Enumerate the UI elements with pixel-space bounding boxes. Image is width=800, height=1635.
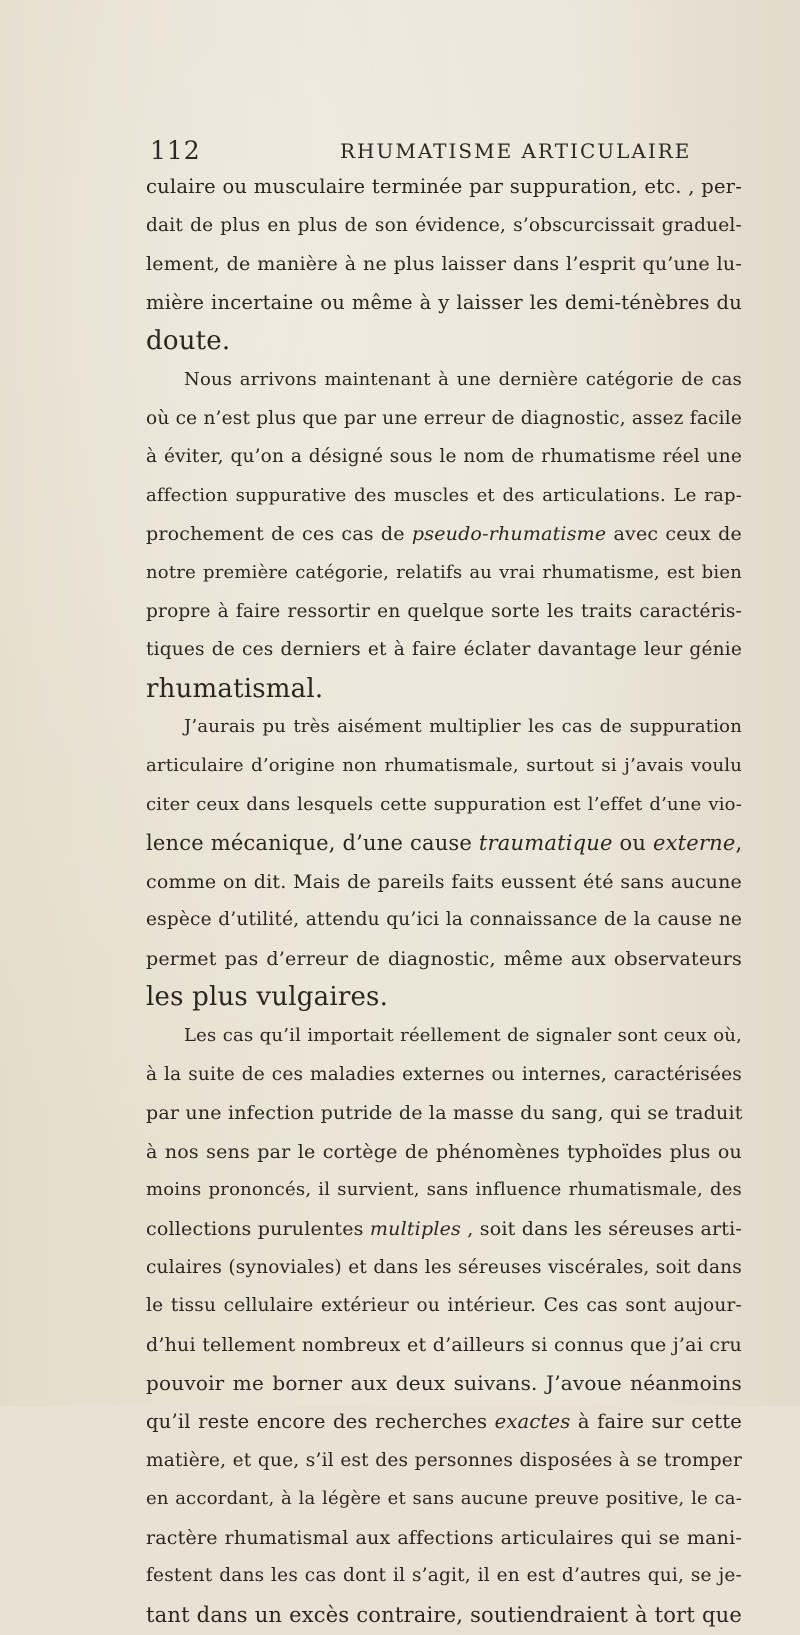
page-number: 112	[150, 136, 201, 165]
text-line-mixed	[146, 515, 742, 554]
italic-term: multiples	[369, 1218, 461, 1241]
text-line: notre première catégorie, relatifs au vrai rhumatisme, est bien	[146, 561, 742, 583]
text-line: pouvoir me borner aux deux suivans. J’avoue néanmoins	[146, 1371, 742, 1396]
text-line: doute.	[146, 326, 231, 357]
text-line: en accordant, à la légère et sans aucune preuve positive, le ca-	[146, 1488, 742, 1510]
text-segment: avec ceux de	[613, 523, 742, 546]
text-line-mixed	[146, 1210, 742, 1249]
text-line-mixed	[146, 824, 742, 863]
text-line: à nos sens par le cortège de phénomènes typhoïdes plus ou	[146, 1140, 742, 1163]
text-line: culaire ou musculaire terminée par suppuration, etc. , per-	[146, 175, 742, 198]
text-line: articulaire d’origine non rhumatismale, surtout si j’avais voulu	[146, 754, 742, 776]
paragraph-start: Nous arrivons maintenant à une dernière catégorie de cas	[184, 368, 742, 390]
paragraph-start: Les cas qu’il importait réellement de signaler sont ceux où,	[184, 1025, 742, 1047]
text-line: dait de plus en plus de son évidence, s’obscurcissait graduel-	[146, 214, 742, 236]
italic-term: pseudo-rhumatisme	[411, 523, 607, 546]
text-segment: qu’il reste encore des recherches	[146, 1410, 488, 1433]
paragraph-start: J’aurais pu très aisément multiplier les cas de suppuration	[184, 716, 742, 738]
text-line: festent dans les cas dont il s’agit, il en est d’autres qui, se je-	[146, 1565, 742, 1587]
text-line: matière, et que, s’il est des personnes disposées à se tromper	[146, 1449, 742, 1471]
text-segment: collections purulentes	[146, 1218, 364, 1241]
italic-term: exactes	[494, 1410, 571, 1433]
text-line: le tissu cellulaire extérieur ou intérieur. Ces cas sont aujour-	[146, 1295, 742, 1317]
text-line: tant dans un excès contraire, soutiendraient à tort que	[146, 1602, 742, 1627]
text-line: affection suppurative des muscles et des articulations. Le rap-	[146, 484, 742, 506]
text-segment: , soit dans les séreuses arti-	[467, 1218, 742, 1241]
text-line: mière incertaine ou même à y laisser les demi-ténèbres du	[146, 290, 742, 314]
text-line: espèce d’utilité, attendu qu’ici la connaissance de la cause ne	[146, 909, 742, 931]
text-line: citer ceux dans lesquels cette suppuration est l’effet d’une vio-	[146, 793, 742, 815]
text-segment: ,	[735, 831, 743, 856]
italic-term: traumatique	[478, 831, 613, 856]
text-line: à éviter, qu’on a désigné sous le nom de rhumatisme réel une	[146, 446, 742, 468]
text-line: les plus vulgaires.	[146, 982, 389, 1013]
text-segment: lence mécanique, d’une cause	[146, 831, 473, 856]
text-line: à la suite de ces maladies externes ou internes, caractérisées	[146, 1063, 742, 1085]
text-line: propre à faire ressortir en quelque sorte les traits caractéris-	[146, 600, 742, 622]
text-line: ractère rhumatismal aux affections articulaires qui se mani-	[146, 1526, 742, 1549]
italic-term: externe	[653, 831, 736, 856]
text-segment: ou	[619, 831, 647, 856]
text-line: permet pas d’erreur de diagnostic, même aux observateurs	[146, 947, 742, 970]
text-line: comme on dit. Mais de pareils faits eussent été sans aucune	[146, 870, 742, 893]
text-segment: à faire sur cette	[577, 1410, 743, 1433]
text-segment: prochement de ces cas de	[146, 523, 405, 546]
text-line: tiques de ces derniers et à faire éclater davantage leur génie	[146, 639, 742, 661]
text-line: lement, de manière à ne plus laisser dans l’esprit qu’une lu-	[146, 253, 742, 276]
text-line: où ce n’est plus que par une erreur de diagnostic, assez facile	[146, 407, 742, 429]
running-title: RHUMATISME ARTICULAIRE	[340, 139, 692, 163]
body-text	[146, 168, 742, 1635]
text-line: culaires (synoviales) et dans les séreuses viscérales, soit dans	[146, 1256, 742, 1278]
text-line: moins prononcés, il survient, sans influence rhumatismale, des	[146, 1179, 742, 1201]
page-header	[150, 136, 750, 172]
text-line-mixed	[146, 1403, 742, 1442]
text-line: d’hui tellement nombreux et d’ailleurs si connus que j’ai cru	[146, 1333, 742, 1356]
text-line: par une infection putride de la masse du sang, qui se traduit	[146, 1102, 743, 1125]
text-line: rhumatismal.	[146, 673, 324, 704]
